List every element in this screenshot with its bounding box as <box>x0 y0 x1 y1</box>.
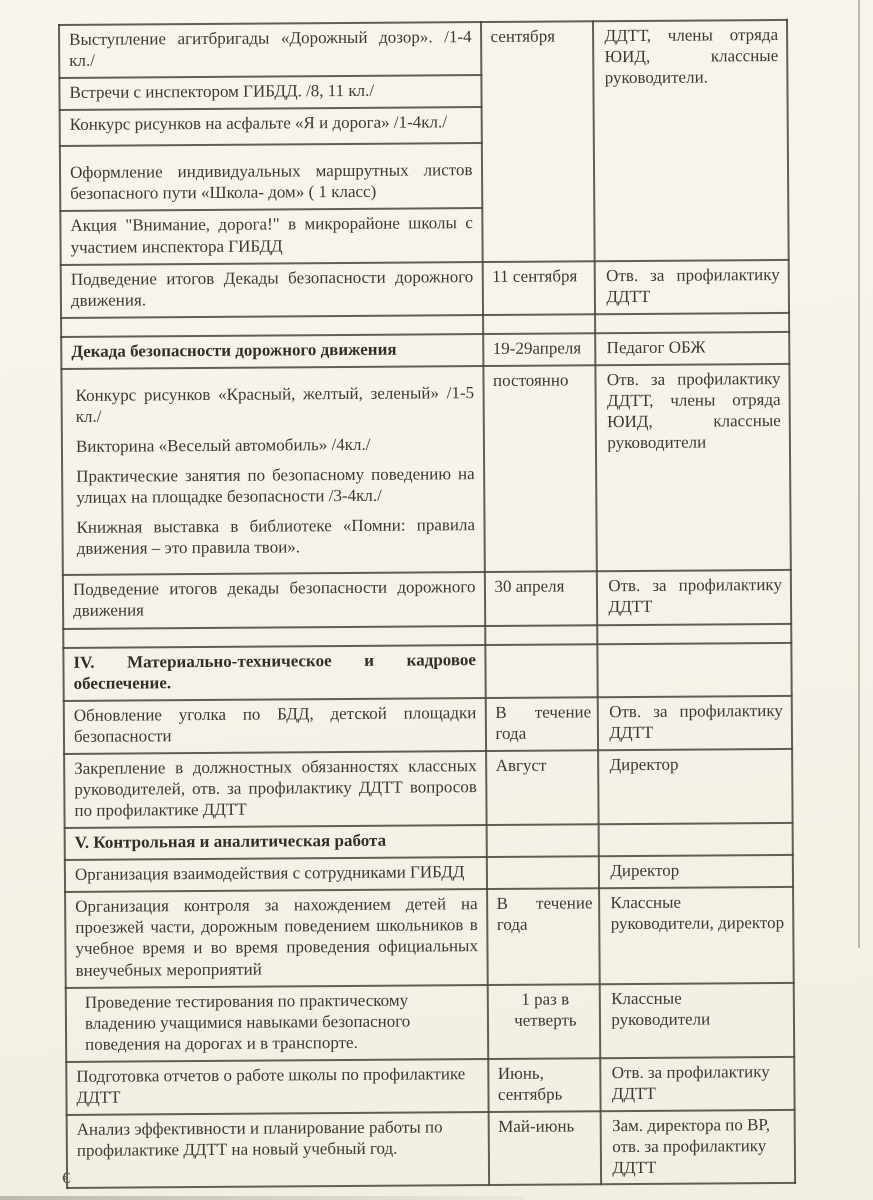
timing-cell <box>484 365 597 572</box>
activity-cell <box>60 143 483 211</box>
timing-cell <box>488 889 601 985</box>
table-row <box>67 1110 795 1188</box>
table-row <box>65 887 794 987</box>
table-row <box>59 20 787 78</box>
section-heading-cell <box>63 645 486 701</box>
timing-text: сентября <box>490 26 556 46</box>
responsible-text: Педагог ОБЖ <box>606 337 706 357</box>
timing-text: Август <box>495 755 547 775</box>
section-heading-row <box>65 823 793 860</box>
responsible-text: Зам. директора по ВР, отв. за профилактику ДДТТ <box>611 1115 771 1178</box>
timing-cell <box>485 572 597 626</box>
activity-text: Подготовка отчетов о работе школы по профилактике ДДТТ <box>76 1063 466 1107</box>
timing-text: постоянно <box>492 370 569 390</box>
table-row <box>64 696 792 754</box>
section-heading-row <box>63 642 791 700</box>
activity-line: Книжная выставка в библиотеке «Помни: правила движения – это правила твои». <box>76 515 476 559</box>
activity-text: Организация контроля за нахождением детей на проезжей части, дорожным поведением школьников в учебное время и во время проведения официальных внеучебных мероприятий <box>75 894 478 980</box>
table-row <box>64 749 793 828</box>
activity-cell <box>66 985 489 1062</box>
empty-cell <box>484 314 596 334</box>
scan-corner-mark: € <box>62 1170 70 1187</box>
activity-text: Акция "Внимание, дорога!" в микрорайоне школы с участием инспектора ГИБДД <box>70 213 473 257</box>
scan-edge-artifact <box>858 0 860 948</box>
timing-cell <box>488 984 600 1059</box>
activity-text: Организация взаимодействия с сотрудниками ГИБДД <box>74 862 465 885</box>
responsible-text: Классные руководители <box>611 988 711 1029</box>
responsible-text: Отв. за профилактику ДДТТ <box>606 264 780 306</box>
activity-cell <box>59 22 482 78</box>
table-row <box>66 1057 794 1115</box>
responsible-text: Отв. за профилактику ДДТТ <box>608 575 782 617</box>
timing-text: 11 сентября <box>492 266 578 286</box>
responsible-text: Отв. за профилактику ДДТТ <box>609 700 783 742</box>
activity-cell <box>61 262 484 318</box>
activity-text: Встречи с инспектором ГИБДД. /8, 11 кл./ <box>69 80 375 103</box>
activity-text: Выступление агитбригады «Дорожный дозор». /1-4 кл./ <box>69 27 472 71</box>
activity-line: Конкурс рисунков «Красный, желтый, зеленый» /1-5 кл./ <box>75 382 475 426</box>
activity-cell <box>64 698 487 754</box>
activity-cell <box>59 75 482 110</box>
responsible-cell <box>595 260 789 315</box>
table-row <box>63 570 791 628</box>
activity-cell <box>61 366 485 575</box>
empty-cell <box>598 623 792 643</box>
timing-cell <box>481 21 595 261</box>
section-heading-text: IV. Материально-техническое и кадровое обеспечение. <box>73 649 476 693</box>
responsible-cell <box>599 823 793 856</box>
responsible-cell <box>596 364 791 572</box>
responsible-cell <box>599 887 793 984</box>
timing-cell <box>489 1111 601 1185</box>
plan-table-wrap <box>58 19 798 1189</box>
scan-bottom-shadow <box>0 1196 524 1200</box>
activity-cell <box>63 572 486 628</box>
section-heading-cell <box>65 825 488 860</box>
section-heading-row <box>61 332 789 369</box>
activity-cell <box>60 107 483 146</box>
section-heading-text: Декада безопасности дорожного движения <box>71 339 397 361</box>
activity-text: Оформление индивидуальных маршрутных листов безопасного пути «Школа- дом» ( 1 класс) <box>69 160 473 204</box>
activity-cell <box>67 1112 490 1188</box>
table-row <box>61 364 790 576</box>
activity-text: Проведение тестирования по практическому владению учащимися навыками безопасного поведения на дорогах и в транспорте. <box>84 990 411 1054</box>
responsible-cell <box>601 1110 795 1185</box>
timing-cell <box>484 333 596 366</box>
empty-cell <box>595 313 789 333</box>
responsible-text: Отв. за профилактику ДДТТ, члены отряда ЮИД, классные руководители <box>606 368 781 453</box>
timing-cell <box>489 1058 601 1112</box>
timing-cell <box>486 644 598 698</box>
table-row <box>66 982 795 1061</box>
activity-cell <box>66 1059 489 1115</box>
activity-cell <box>60 209 483 265</box>
plan-table <box>58 19 796 1189</box>
timing-text: В течение года <box>496 893 593 935</box>
activity-text: Подведение итогов Декады безопасности дорожного движения. <box>70 266 474 310</box>
timing-text: 19-29апреля <box>492 338 582 358</box>
timing-text: Май-июнь <box>498 1116 575 1136</box>
timing-text: Июнь, сентябрь <box>497 1063 563 1104</box>
timing-cell <box>486 697 598 751</box>
timing-cell <box>487 824 599 857</box>
activity-cell <box>61 334 484 369</box>
responsible-cell <box>593 20 788 261</box>
activity-cell <box>64 751 487 828</box>
timing-text: 1 раз в четверть <box>514 989 577 1030</box>
table-row <box>61 260 789 318</box>
responsible-cell <box>598 696 792 751</box>
timing-cell <box>483 261 595 315</box>
responsible-text: Классные руководители, директор <box>610 892 785 934</box>
responsible-cell <box>596 332 790 365</box>
activity-text: Подведение итогов декады безопасности дорожного движения <box>72 577 476 621</box>
timing-cell <box>487 750 599 825</box>
activity-text: Обновление уголка по БДД, детской площадки безопасности <box>73 702 477 746</box>
timing-text: В течение года <box>495 702 592 743</box>
responsible-text: Директор <box>610 860 680 881</box>
responsible-cell <box>598 749 792 825</box>
timing-cell <box>487 856 599 889</box>
responsible-cell <box>599 855 793 888</box>
activity-cell <box>65 889 488 987</box>
activity-text: Конкурс рисунков на асфальте «Я и дорога» /1-4кл./ <box>69 112 448 135</box>
responsible-text: Отв. за профилактику ДДТТ <box>611 1061 770 1104</box>
activity-line: Практические занятия по безопасному поведению на улицах на площадке безопасности /3-4кл./ <box>76 464 475 508</box>
activity-text: Анализ эффективности и планирование работы по профилактике ДДТТ на новый учебный год. <box>76 1117 443 1160</box>
empty-cell <box>486 625 598 645</box>
activity-cell <box>65 857 488 892</box>
timing-text: 30 апреля <box>494 576 565 597</box>
responsible-cell <box>598 642 792 697</box>
responsible-cell <box>600 982 794 1058</box>
responsible-cell <box>601 1057 795 1112</box>
section-heading-text: V. Контрольная и аналитическая работа <box>74 830 387 853</box>
table-row <box>65 855 793 892</box>
responsible-text: Директор <box>609 754 679 775</box>
activity-line: Викторина «Веселый автомобиль» /4кл./ <box>75 434 371 456</box>
responsible-text: ДДТТ, члены отряда ЮИД, классные руководители. <box>604 24 779 88</box>
activity-text: Закрепление в должностных обязанностях классных руководителей, отв. за профилактику ДДТТ вопросов по профилактике ДДТТ <box>74 755 477 820</box>
responsible-cell <box>597 570 791 625</box>
